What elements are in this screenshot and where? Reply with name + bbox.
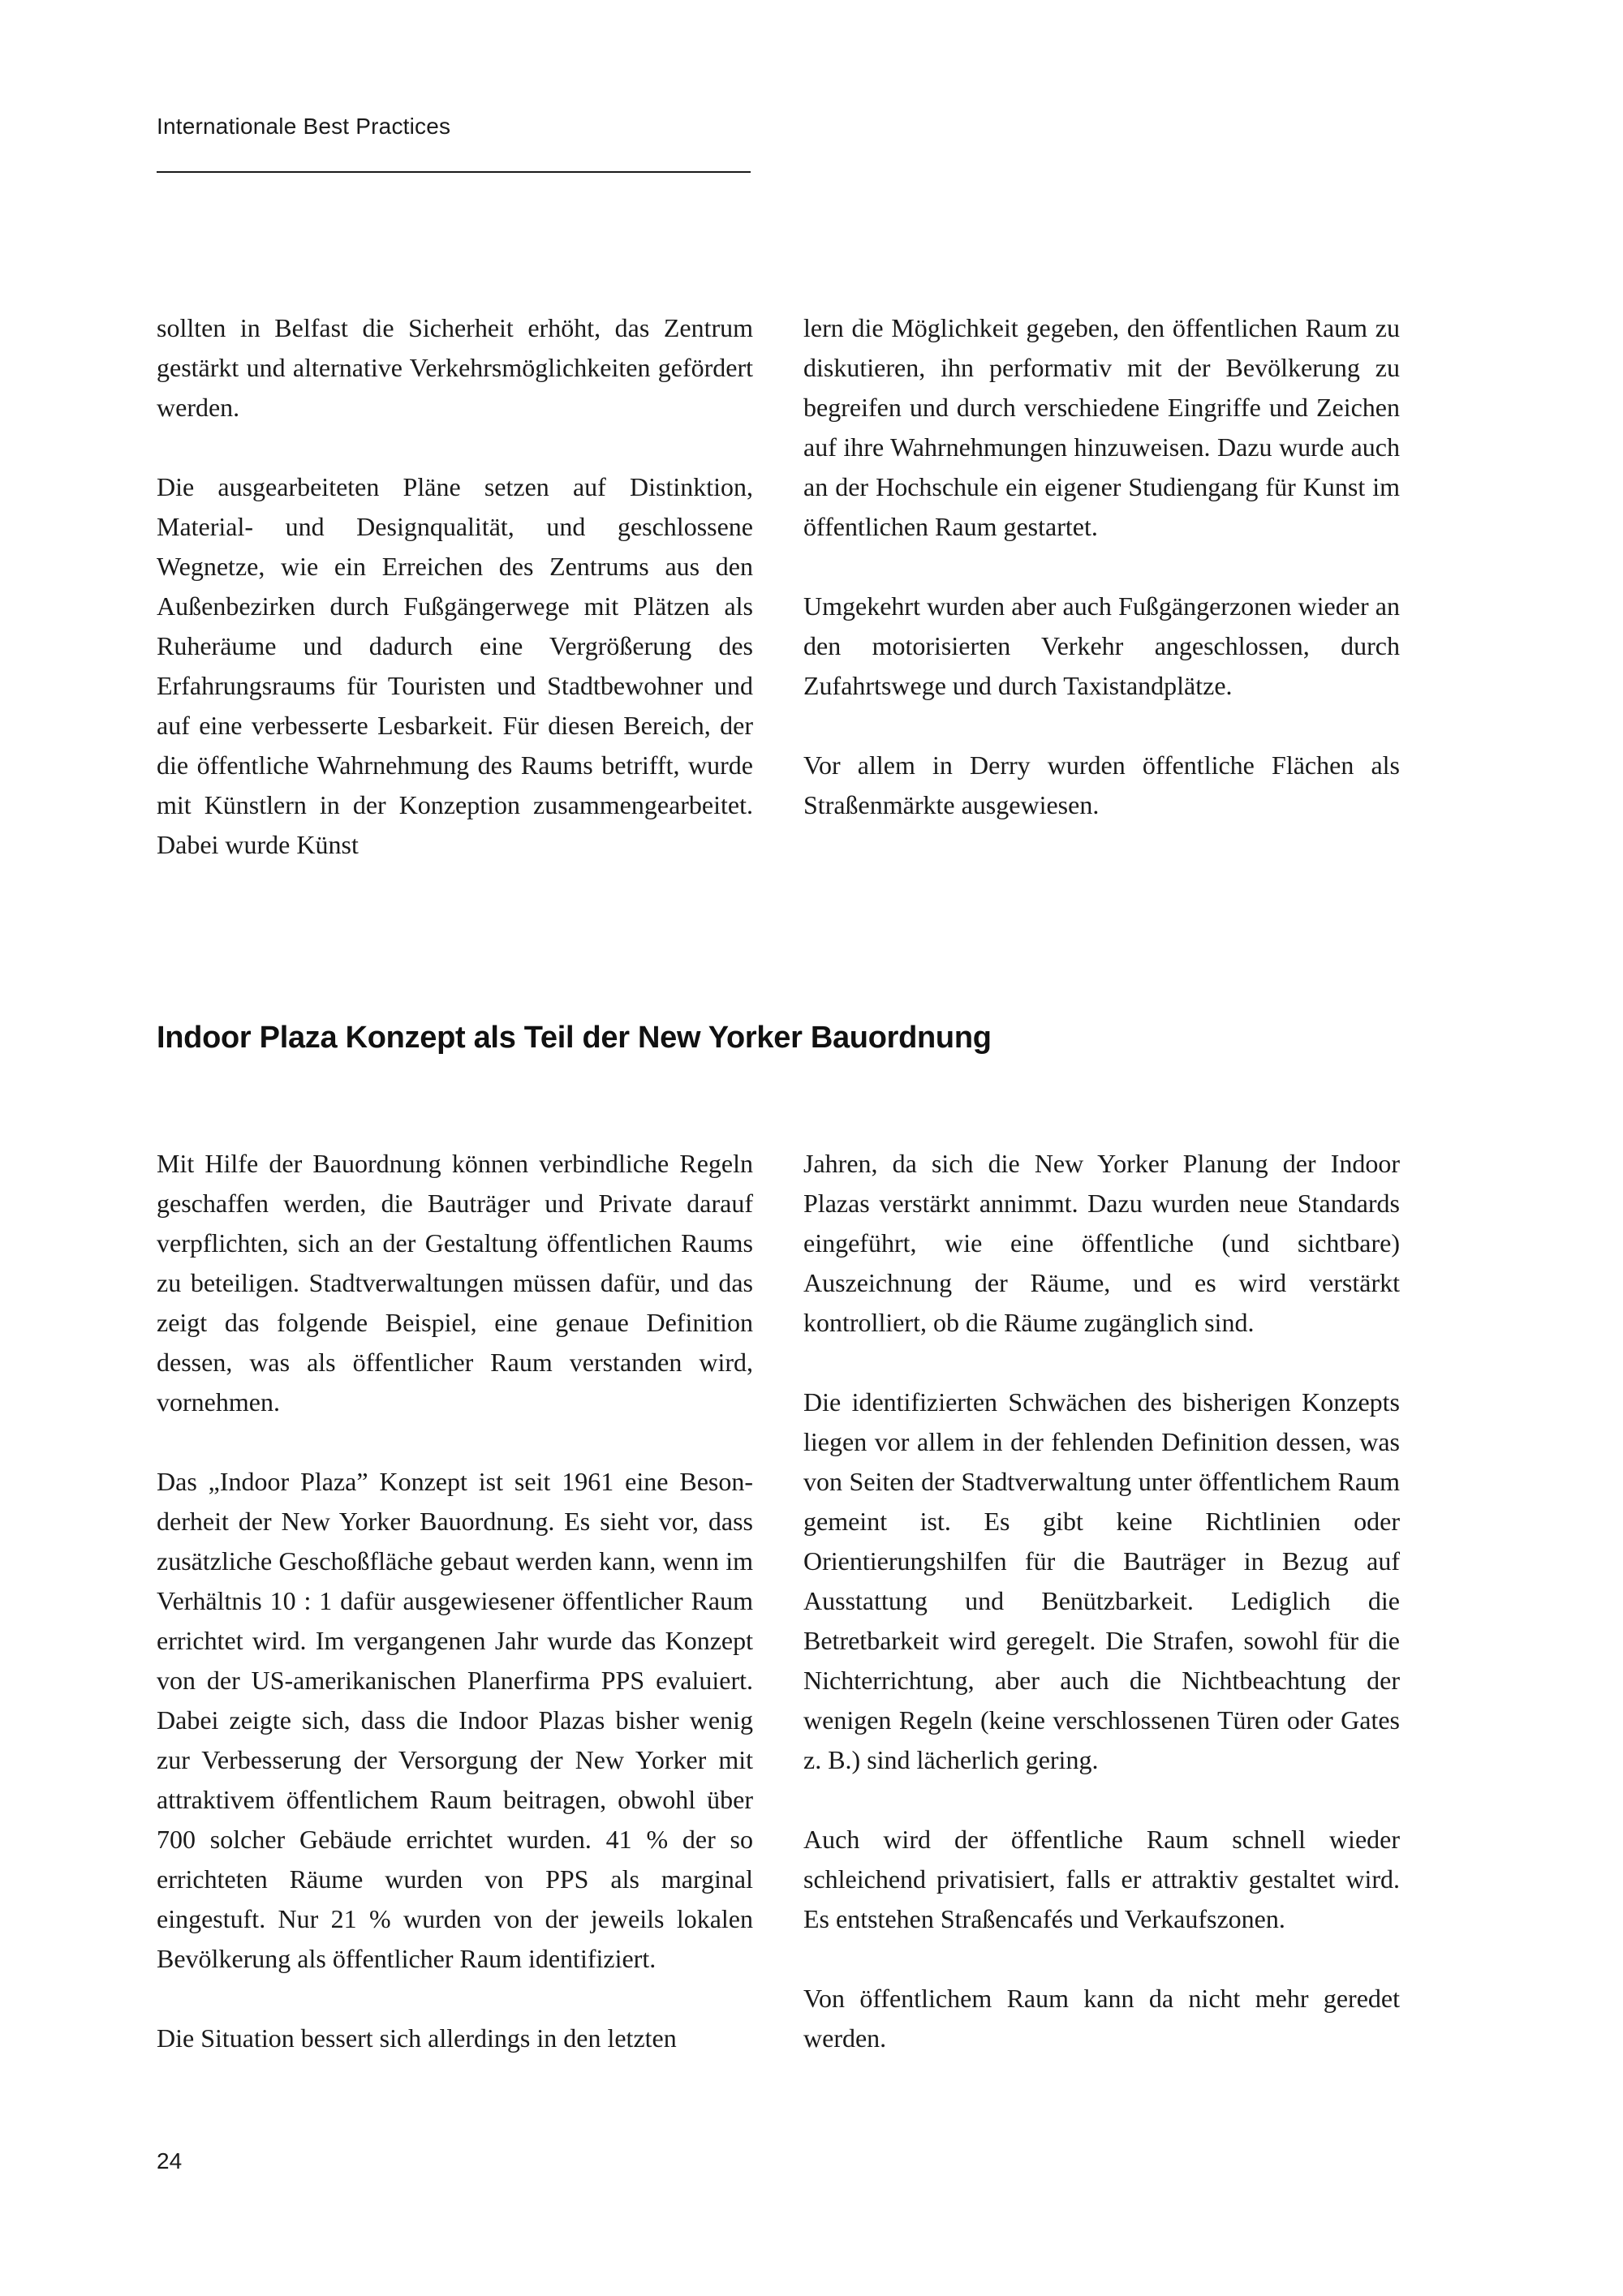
running-title: Internationale Best Practices bbox=[157, 114, 451, 139]
section1-left-column bbox=[157, 308, 753, 865]
header-rule bbox=[157, 171, 751, 173]
section2-left-column bbox=[157, 1144, 753, 2058]
page-number: 24 bbox=[157, 2148, 183, 2173]
paragraph: Auch wird der öffentliche Raum schnell wieder schleichend privatisiert, falls er attraktiv gestaltet wird. Es entstehen Straßencafés und Verkaufszonen. bbox=[803, 1825, 1400, 1933]
paragraph: Das „Indoor Plaza” Konzept ist seit 1961 eine Besonderheit der New Yorker Bauordnung. Es sieht vor, dass zusätzliche Geschoßfläche gebaut werden kann, wenn im Verhältnis 10 : 1 dafür ausgewiesener öffentlicher Raum errichtet wird. Im vergangenen Jahr wurde das Konzept von der US-amerikanischen Planerfirma PPS evaluiert. Dabei zeigte sich, dass die Indoor Plazas bisher wenig zur Verbesserung der Versorgung der New Yorker mit attraktivem öffentlichem Raum beitragen, obwohl über 700 solcher Gebäude errichtet wurden. 41 % der so errichteten Räume wurden von PPS als marginal eingestuft. Nur 21 % wurden von der jeweils lokalen Bevölkerung als öffentlicher Raum identifiziert. bbox=[157, 1467, 753, 1973]
section2-right-column bbox=[803, 1144, 1400, 2058]
section-heading: Indoor Plaza Konzept als Teil der New Yorker Bauordnung bbox=[157, 1021, 992, 1055]
paragraph: Die Situation bessert sich allerdings in den letzten bbox=[157, 2023, 677, 2053]
paragraph: Umgekehrt wurden aber auch Fußgängerzonen wieder an den motorisierten Verkehr angeschlossen, durch Zufahrtswege und durch Taxistandplätze. bbox=[803, 591, 1400, 700]
section1-right-column bbox=[803, 308, 1400, 825]
paragraph: Von öffentlichem Raum kann da nicht mehr geredet werden. bbox=[803, 1984, 1400, 2053]
paragraph: lern die Möglichkeit gegeben, den öffentlichen Raum zu diskutieren, ihn performativ mit der Bevölkerung zu begreifen und durch verschiedene Eingriffe und Zeichen auf ihre Wahrnehmungen hinzuweisen. Dazu wurde auch an der Hochschule ein eigener Studiengang für Kunst im öffentlichen Raum gestartet. bbox=[803, 313, 1400, 541]
paragraph: Die ausgearbeiteten Pläne setzen auf Distinktion, Material- und Designqualität, und geschlossene Wegnetze, wie ein Erreichen des Zentrums aus den Außenbezirken durch Fußgängerwege mit Plätzen als Ruheräume und dadurch eine Vergrößerung des Erfahrungsraums für Touristen und Stadtbewohner und auf eine verbesserte Lesbarkeit. Für diesen Bereich, der die öffentliche Wahrnehmung des Raums betrifft, wurde mit Künstlern in der Konzeption zusammengearbeitet. Dabei wurde Künst bbox=[157, 472, 753, 859]
paragraph: sollten in Belfast die Sicherheit erhöht, das Zentrum gestärkt und alternative Verkehrsmöglichkeiten gefördert werden. bbox=[157, 313, 753, 422]
paragraph: Vor allem in Derry wurden öffentliche Flächen als Straßenmärkte ausgewiesen. bbox=[803, 750, 1400, 819]
paragraph: Mit Hilfe der Bauordnung können verbindliche Regeln geschaffen werden, die Bauträger und Private darauf verpflichten, sich an der Gestaltung öffentlichen Raums zu beteiligen. Stadtverwaltungen müssen dafür, und das zeigt das folgende Beispiel, eine genaue Definition dessen, was als öffentlicher Raum verstanden wird, vornehmen. bbox=[157, 1149, 753, 1417]
paragraph: Die identifizierten Schwächen des bisherigen Konzepts liegen vor allem in der fehlenden Definition dessen, was von Seiten der Stadtverwaltung unter öffentlichem Raum gemeint ist. Es gibt keine Richtlinien oder Orientierungshilfen für die Bauträger in Bezug auf Ausstattung und Benützbarkeit. Lediglich die Betretbarkeit wird geregelt. Die Strafen, sowohl für die Nichterrichtung, aber auch die Nichtbeachtung der wenigen Regeln (keine verschlossenen Türen oder Gates z. B.) sind lächerlich gering. bbox=[803, 1387, 1400, 1774]
paragraph: Jahren, da sich die New Yorker Planung der Indoor Plazas verstärkt annimmt. Dazu wurden neue Standards eingeführt, wie eine öffentliche (und sichtbare) Auszeichnung der Räume, und es wird verstärkt kontrolliert, ob die Räume zugänglich sind. bbox=[803, 1149, 1400, 1337]
